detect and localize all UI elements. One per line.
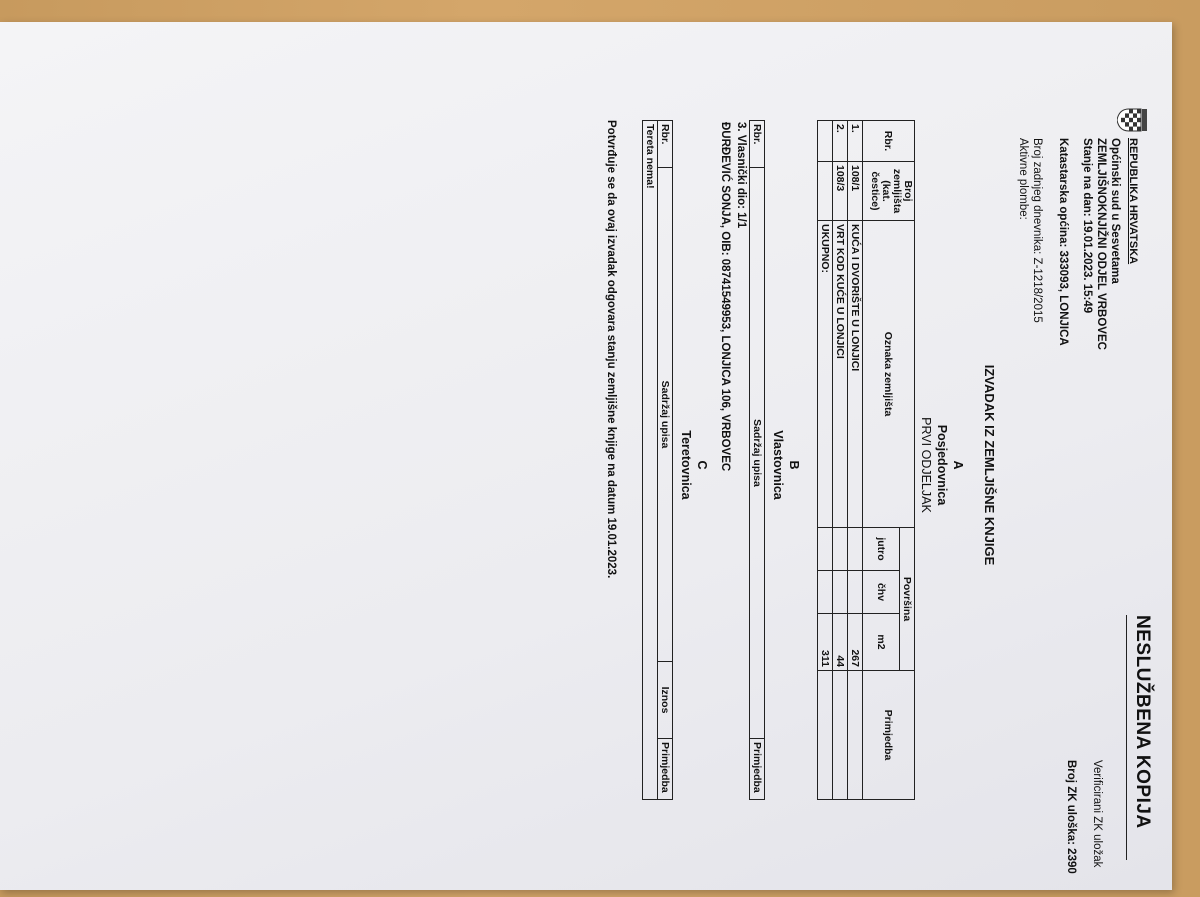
confirmation-text: Potvrđuje se da ovaj izvadak odgovara stanju zemljišne knjige na datum 19.01.2023. (605, 120, 617, 579)
section-b-name: Vlastovnica (771, 430, 785, 500)
section-c-name: Teretovnica (679, 430, 693, 500)
row-1-m2: 267 (848, 614, 863, 671)
section-a-letter: A (951, 460, 965, 470)
row-2-chv (833, 571, 848, 614)
header-broj: Broj zemljišta (kat. čestice) (863, 162, 915, 221)
row-1-rbr: 1. (848, 121, 863, 162)
owner-details: ĐURĐEVIĆ SONJA, OIB: 08741549953, LONJICA 106, VRBOVEC (719, 122, 731, 472)
b-header-rbr: Rbr. (750, 121, 765, 168)
zk-number: Broj ZK uloška: 2390 (1065, 760, 1077, 874)
section-b-letter: B (787, 460, 801, 470)
total-empty-2 (818, 162, 833, 221)
last-diary: Broj zadnjeg dnevnika: Z-1218/2015 (1031, 138, 1043, 323)
total-empty-1 (818, 121, 833, 162)
header-oznaka: Oznaka zemljišta (863, 221, 915, 528)
row-1-primjedba (848, 671, 863, 800)
section-a-sub: PRVI ODJELJAK (919, 417, 933, 513)
total-m2: 311 (818, 614, 833, 671)
croatian-coat-of-arms-icon (1117, 107, 1147, 133)
row-1-broj: 108/1 (848, 162, 863, 221)
c-header-rbr: Rbr. (658, 121, 673, 168)
document-page (301, 60, 1161, 874)
section-c-letter: C (695, 460, 709, 470)
header-rbr: Rbr. (863, 121, 915, 162)
no-encumbrance: Tereta nema! (643, 121, 658, 800)
b-header-primjedba: Primjedba (750, 739, 765, 800)
row-1-jutro (848, 528, 863, 571)
table-header-row (900, 121, 915, 800)
row-2-broj: 108/3 (833, 162, 848, 221)
total-jutro (818, 528, 833, 571)
ownership-header-table (749, 120, 765, 800)
state-date: Stanje na dan: 19.01.2023. 15:49 (1081, 138, 1093, 314)
verified-label: Verificirani ZK uložak (1091, 760, 1103, 868)
watermark-title: NESLUŽBENA KOPIJA (1132, 615, 1153, 829)
possession-table (817, 120, 915, 800)
row-2-oznaka: VRT KOD KUĆE U LONJICI (833, 221, 848, 528)
header-chv: čhv (863, 571, 900, 614)
row-1-oznaka: KUĆA I DVORIŠTE U LONJICI (848, 221, 863, 528)
ownership-share: 3. Vlasnički dio: 1/1 (735, 122, 747, 229)
department-name: ZEMLJIŠNOKNJIŽNI ODJEL VRBOVEC (1095, 138, 1107, 350)
title-underline (1126, 615, 1127, 860)
c-header-iznos: Iznos (658, 662, 673, 739)
header-povrsina: Površina (900, 528, 915, 671)
c-header-primjedba: Primjedba (658, 739, 673, 800)
encumbrance-header-row (658, 121, 673, 800)
header-jutro: jutro (863, 528, 900, 571)
republic-label: REPUBLIKA HRVATSKA (1127, 138, 1139, 265)
table-total-row (818, 121, 833, 800)
row-2-m2: 44 (833, 614, 848, 671)
active-seals: Aktivne plombe: (1017, 138, 1029, 220)
header-m2: m2 (863, 614, 900, 671)
table-row (848, 121, 863, 800)
encumbrance-table (642, 120, 673, 800)
section-a-name: Posjedovnica (935, 424, 949, 506)
row-1-chv (848, 571, 863, 614)
row-2-primjedba (833, 671, 848, 800)
c-header-sadrzaj: Sadržaj upisa (658, 168, 673, 662)
row-2-jutro (833, 528, 848, 571)
ownership-header-row (750, 121, 765, 800)
main-title: IZVADAK IZ ZEMLJIŠNE KNJIGE (982, 364, 997, 566)
cadastral-municipality: Katastarska općina: 333093, LONJICA (1057, 138, 1069, 346)
total-label: UKUPNO: (818, 221, 833, 528)
total-primjedba (818, 671, 833, 800)
encumbrance-row (643, 121, 658, 800)
b-header-sadrzaj: Sadržaj upisa (750, 168, 765, 739)
table-row (833, 121, 848, 800)
court-name: Općinski sud u Sesvetama (1109, 138, 1121, 284)
header-primjedba: Primjedba (863, 671, 915, 800)
paper-sheet (0, 22, 1172, 890)
total-chv (818, 571, 833, 614)
row-2-rbr: 2. (833, 121, 848, 162)
